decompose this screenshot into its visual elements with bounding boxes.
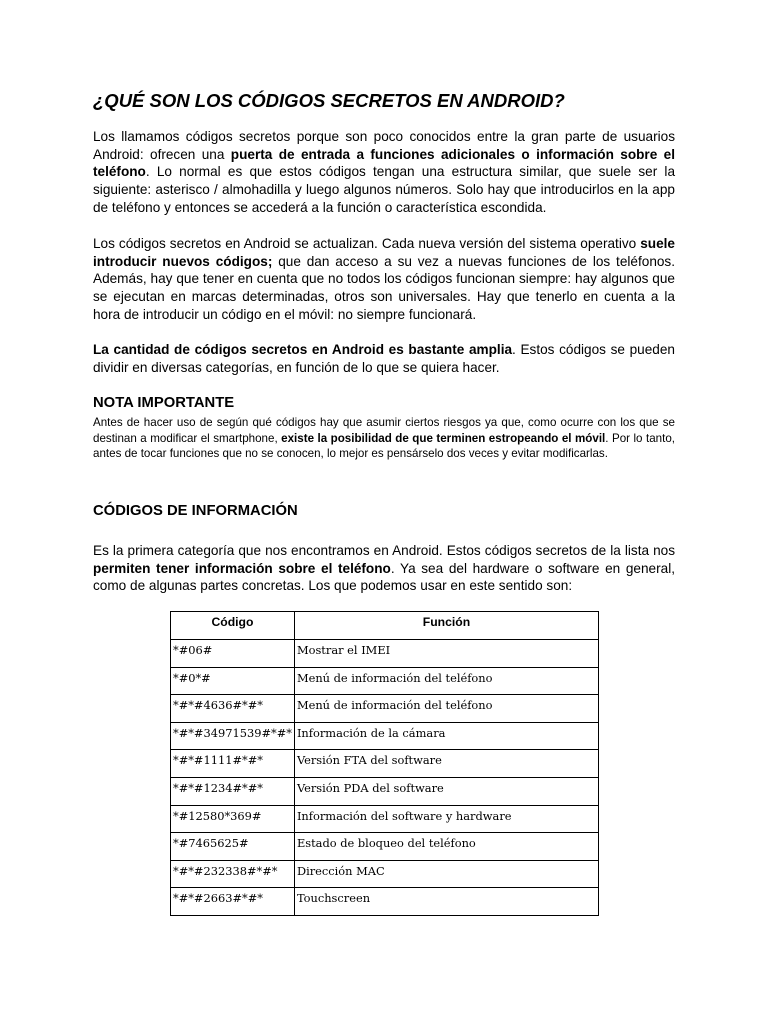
code-cell: *#*#4636#*#* bbox=[171, 695, 295, 723]
amount-paragraph bbox=[93, 341, 675, 376]
intro-text-2: . Lo normal es que estos códigos tengan una estructura similar, que suele ser la siguiente: asterisco / almohadilla y luego algunos números. Solo hay que introducirlos en la app de teléfono y entonces se accederá a la función o característica escondida. bbox=[93, 164, 675, 215]
table-row bbox=[171, 695, 599, 723]
code-cell: *#*#1111#*#* bbox=[171, 750, 295, 778]
function-cell: Touchscreen bbox=[294, 888, 598, 916]
code-cell: *#7465625# bbox=[171, 833, 295, 861]
table-row bbox=[171, 860, 599, 888]
section-heading: CÓDIGOS DE INFORMACIÓN bbox=[93, 503, 298, 519]
note-text-2: . Por lo tanto, antes de tocar funciones que no se conocen, lo mejor es pensárselo dos veces y evitar modificarlas. bbox=[93, 431, 675, 461]
table-row bbox=[171, 805, 599, 833]
update-text-2: que dan acceso a su vez a nuevas funciones de los teléfonos. Además, hay que tener en cuenta que no todos los códigos funcionan siempre: hay algunos que se ejecutan en marcas determinadas, otros son universales. Hay que tenerlo en cuenta a la hora de introducir un código en el móvil: no siempre funcionará. bbox=[93, 253, 676, 322]
function-cell: Menú de información del teléfono bbox=[294, 667, 598, 695]
table-row bbox=[171, 667, 599, 695]
function-cell: Versión FTA del software bbox=[294, 750, 598, 778]
header-code: Código bbox=[171, 612, 295, 640]
table-row bbox=[171, 722, 599, 750]
function-cell: Dirección MAC bbox=[294, 860, 598, 888]
section-paragraph bbox=[93, 542, 675, 595]
note-bold-1: existe la posibilidad de que terminen estropeando el móvil bbox=[281, 431, 606, 445]
code-cell: *#*#232338#*#* bbox=[171, 860, 295, 888]
function-cell: Estado de bloqueo del teléfono bbox=[294, 833, 598, 861]
update-bold-1: suele introducir nuevos códigos; bbox=[93, 236, 675, 269]
table-row bbox=[171, 888, 599, 916]
code-cell: *#*#2663#*#* bbox=[171, 888, 295, 916]
table-row bbox=[171, 750, 599, 778]
note-heading: NOTA IMPORTANTE bbox=[93, 395, 235, 411]
note-text-1: Antes de hacer uso de según qué códigos hay que asumir ciertos riesgos ya que, como ocurre con los que se destinan a modificar el smartphone, bbox=[93, 416, 675, 445]
section-text-1: Es la primera categoría que nos encontramos en Android. Estos códigos secretos de la lista nos bbox=[93, 543, 675, 558]
intro-text-1: Los llamamos códigos secretos porque son poco conocidos entre la gran parte de usuarios Android: ofrecen una bbox=[93, 129, 675, 162]
code-cell: *#12580*369# bbox=[171, 805, 295, 833]
function-cell: Información de la cámara bbox=[294, 722, 598, 750]
code-cell: *#*#1234#*#* bbox=[171, 777, 295, 805]
intro-paragraph bbox=[93, 128, 675, 217]
function-cell: Información del software y hardware bbox=[294, 805, 598, 833]
intro-bold-1: puerta de entrada a funciones adicionales o información sobre el teléfono bbox=[93, 146, 675, 180]
function-cell: Versión PDA del software bbox=[294, 777, 598, 805]
header-function: Función bbox=[294, 612, 598, 640]
amount-bold-1: La cantidad de códigos secretos en Android es bastante amplia bbox=[93, 342, 513, 357]
code-cell: *#*#34971539#*#* bbox=[171, 722, 295, 750]
page-title: ¿QUÉ SON LOS CÓDIGOS SECRETOS EN ANDROID? bbox=[93, 90, 565, 111]
note-paragraph bbox=[93, 415, 675, 462]
update-text-1: Los códigos secretos en Android se actualizan. Cada nueva versión del sistema operativo bbox=[93, 236, 641, 251]
table-row bbox=[171, 833, 599, 861]
table-row bbox=[171, 777, 599, 805]
table-header-row bbox=[171, 612, 599, 640]
function-cell: Menú de información del teléfono bbox=[294, 695, 598, 723]
amount-text-1: . Estos códigos se pueden dividir en diversas categorías, en función de lo que se quiera hacer. bbox=[93, 342, 675, 375]
section-bold-1: permiten tener información sobre el teléfono bbox=[93, 560, 391, 576]
section-text-2: . Ya sea del hardware o software en general, como de algunas partes concretas. Los que podemos usar en este sentido son: bbox=[93, 560, 675, 594]
code-cell: *#0*# bbox=[171, 667, 295, 695]
function-cell: Mostrar el IMEI bbox=[294, 640, 598, 668]
codes-table bbox=[170, 611, 599, 916]
table-row bbox=[171, 640, 599, 668]
code-cell: *#06# bbox=[171, 640, 295, 668]
update-paragraph bbox=[93, 235, 675, 324]
